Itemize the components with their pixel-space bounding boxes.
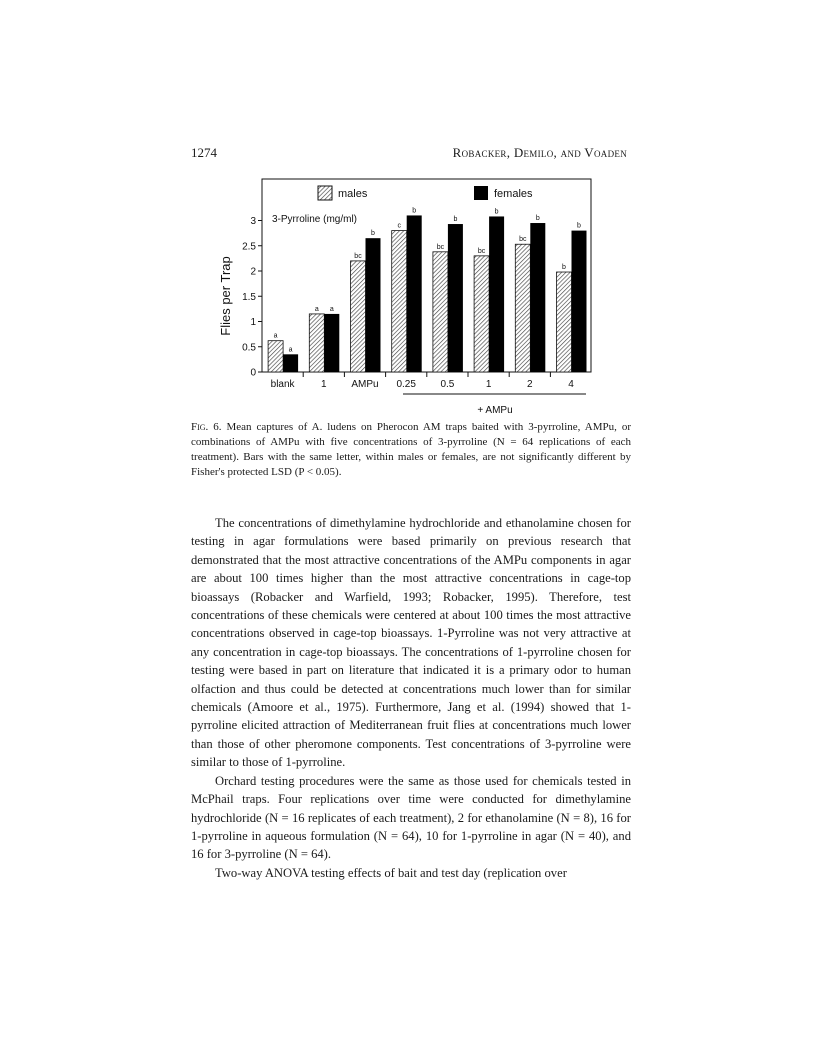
sig-letter-females: b [371,230,375,238]
page-number: 1274 [191,145,217,160]
bar-females [407,215,422,372]
body-text [191,514,631,882]
paragraph: Orchard testing procedures were the same as those used for chemicals tested in McPhail traps. Four replications over time were conducted for dimethylamine hydrochloride (N = 16 replicates of each treatment), 2 for ethanolamine (N = 8), 16 for 1-pyrroline in aqueous formulation (N = 64), 10 for 1-pyrroline in agar (N = 40), and 16 for 3-pyrroline (N = 64). [191,773,631,862]
x-tick-label: 4 [568,379,574,390]
figure-caption [191,420,631,480]
bar-females [489,216,504,372]
y-tick-label: 0.5 [242,342,256,354]
bar-females [530,223,545,372]
bar-males [351,261,366,372]
running-head: Robacker, Demilo, and Voaden [452,145,627,160]
bar-females [283,354,298,372]
bar-males [515,244,530,372]
bar-males [392,231,407,372]
bar-males [433,252,448,372]
bar-males [268,341,283,372]
x-tick-label: 0.25 [396,379,416,390]
sig-letter-males: bc [477,247,486,255]
y-tick-label: 1.5 [242,291,256,303]
bar-females [448,224,463,372]
sig-letter-females: a [329,305,334,313]
y-tick-label: 2 [250,266,256,278]
bar-males [557,272,572,372]
caption-text: Mean captures of A. ludens on Pherocon AM traps baited with 3-pyrroline, AMPu, or combinations of AMPu with five concentrations of 3-pyrroline (N = 64 replications of each treatment). Bars with the same letter, within males or females, are not significantly different by Fisher's protected LSD (P < 0.05). [191,421,631,478]
bar-females [366,238,381,372]
legend-females-swatch [474,186,488,200]
sig-letter-males: a [273,332,278,340]
paragraph: The concentrations of dimethylamine hydrochloride and ethanolamine chosen for testing in agar formulations were based primarily on previous research that demonstrated that the most attractive concentrations of the AMPu components in agar are about 100 times higher than the most attractive concentrations in cage-top bioassays (Robacker and Warfield, 1993; Robacker, 1995). Therefore, test concentrations of these chemicals were centered at about 100 times the most attractive concentrations observed in cage-top bioassays. 1-Pyrroline was not very attractive at any concentration in cage-top bioassays. The concentrations of 1-pyrroline chosen for testing were based in part on literature that indicated it is a primary odor to human olfaction and thus could be detected at concentrations much lower than for similar chemicals (Amoore et al., 1975). Furthermore, Jang et al. (1994) showed that 1-pyrroline elicited attraction of Mediterranean fruit flies at concentrations much lower than those of other pheromone components. Test concentrations of 3-pyrroline were similar to those of 1-pyrroline. [191,516,631,770]
figure-6-bar-chart [212,176,597,416]
sig-letter-males: b [562,264,566,272]
x-tick-label: blank [270,379,295,390]
y-axis-title: Flies per Trap [218,256,233,336]
sig-letter-females: b [494,208,499,216]
legend-males-label: males [338,188,368,200]
y-tick-label: 3 [250,216,256,227]
bar-males [309,314,324,372]
x-axis-tick-labels [271,372,575,390]
paragraph: Two-way ANOVA testing effects of bait and test day (replication over [215,865,567,880]
sig-letter-females: b [453,216,458,224]
x-tick-label: 2 [527,379,533,390]
sig-letter-males: bc [519,236,527,244]
x-tick-label: 1 [485,379,492,390]
sig-letter-females: b [577,222,581,230]
bar-females [324,314,339,372]
x-tick-label: 0.5 [440,379,455,390]
sig-letter-males: bc [436,243,445,251]
legend-females-label: females [494,188,533,200]
y-tick-label: 2.5 [242,241,256,253]
sig-letter-males: c [397,222,401,230]
sig-letter-females: a [288,346,293,354]
panel-label: 3-Pyrroline (mg/ml) [272,214,358,225]
bar-females [572,231,587,372]
x-tick-label: 1 [321,379,327,390]
legend-males-swatch [318,186,332,200]
x-tick-label: AMPu [351,379,379,390]
y-axis-ticks [242,216,262,379]
sig-letter-females: b [535,215,540,223]
y-tick-label: 1 [250,317,256,328]
group-label: + AMPu [477,405,513,416]
y-tick-label: 0 [250,367,256,379]
bar-series [268,207,586,372]
sig-letter-females: b [412,207,417,215]
bar-males [474,256,489,372]
sig-letter-males: a [314,305,319,313]
sig-letter-males: bc [354,252,362,260]
caption-fig-label: Fig. 6. [191,421,222,433]
